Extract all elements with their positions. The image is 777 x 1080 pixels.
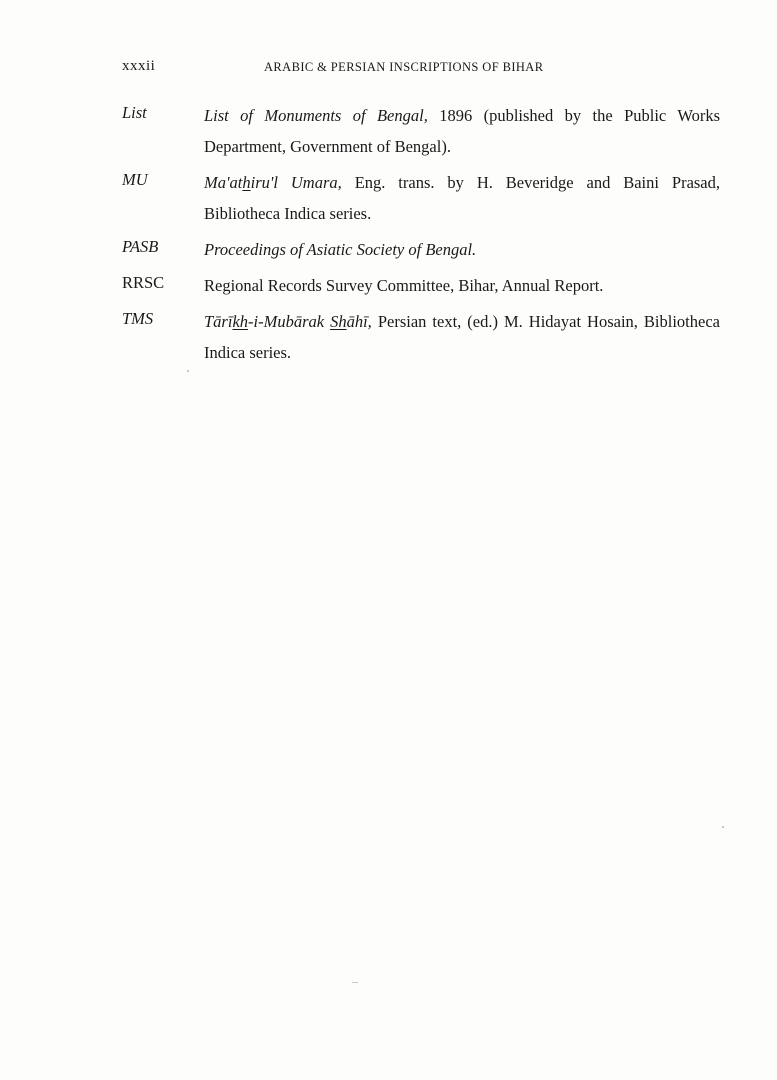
- description-text: Eng. trans. by H. Beveridge and Baini Prasad, Bibliotheca Indica series.: [204, 173, 721, 223]
- scan-speck: [352, 982, 358, 983]
- page-number: xxxii: [122, 58, 156, 74]
- abbreviation-term: RRSC: [122, 273, 165, 292]
- abbreviation-term: MU: [122, 170, 148, 189]
- description-text: 1896 (published by the Public Works Department, Government of Bengal).: [204, 106, 720, 156]
- abbreviation-entry-pasb: [122, 234, 720, 265]
- title-underlined-part: h: [242, 173, 251, 192]
- abbreviation-entry-rrsc: [122, 270, 720, 301]
- abbreviation-description: [204, 270, 720, 301]
- title-underlined-part: Sh: [330, 312, 347, 331]
- abbreviation-description: [204, 100, 720, 162]
- abbreviation-term: TMS: [122, 309, 154, 328]
- abbreviation-list: [122, 100, 720, 373]
- title-part: āhī,: [346, 312, 372, 331]
- abbreviation-description: [204, 306, 720, 368]
- abbreviation-entry-mu: [122, 167, 720, 229]
- title-part: -i-Mubārak: [248, 312, 331, 331]
- title-part: iru'l Umara,: [250, 173, 342, 192]
- page-header: [122, 58, 722, 82]
- scan-speck: [187, 370, 189, 372]
- description-text: Regional Records Survey Committee, Bihar, Annual Report.: [204, 276, 604, 295]
- title-part: Ma'at: [204, 173, 243, 192]
- description-text: Persian text, (ed.) M. Hidayat Hosain, Bibliotheca Indica series.: [204, 312, 720, 362]
- abbreviation-description: [204, 234, 720, 265]
- work-title: [204, 312, 372, 331]
- scan-speck: [722, 826, 724, 828]
- running-title: ARABIC & PERSIAN INSCRIPTIONS OF BIHAR: [264, 60, 544, 74]
- work-title: List of Monuments of Bengal,: [204, 106, 428, 125]
- work-title: Proceedings of Asiatic Society of Bengal.: [204, 240, 477, 259]
- abbreviation-term: PASB: [122, 237, 159, 256]
- work-title: [204, 173, 342, 192]
- title-part: Tārī: [204, 312, 233, 331]
- abbreviation-description: [204, 167, 720, 229]
- abbreviation-entry-tms: [122, 306, 720, 368]
- abbreviation-entry-list: [122, 100, 720, 162]
- title-underlined-part: kh: [232, 312, 249, 331]
- abbreviation-term: List: [122, 103, 147, 122]
